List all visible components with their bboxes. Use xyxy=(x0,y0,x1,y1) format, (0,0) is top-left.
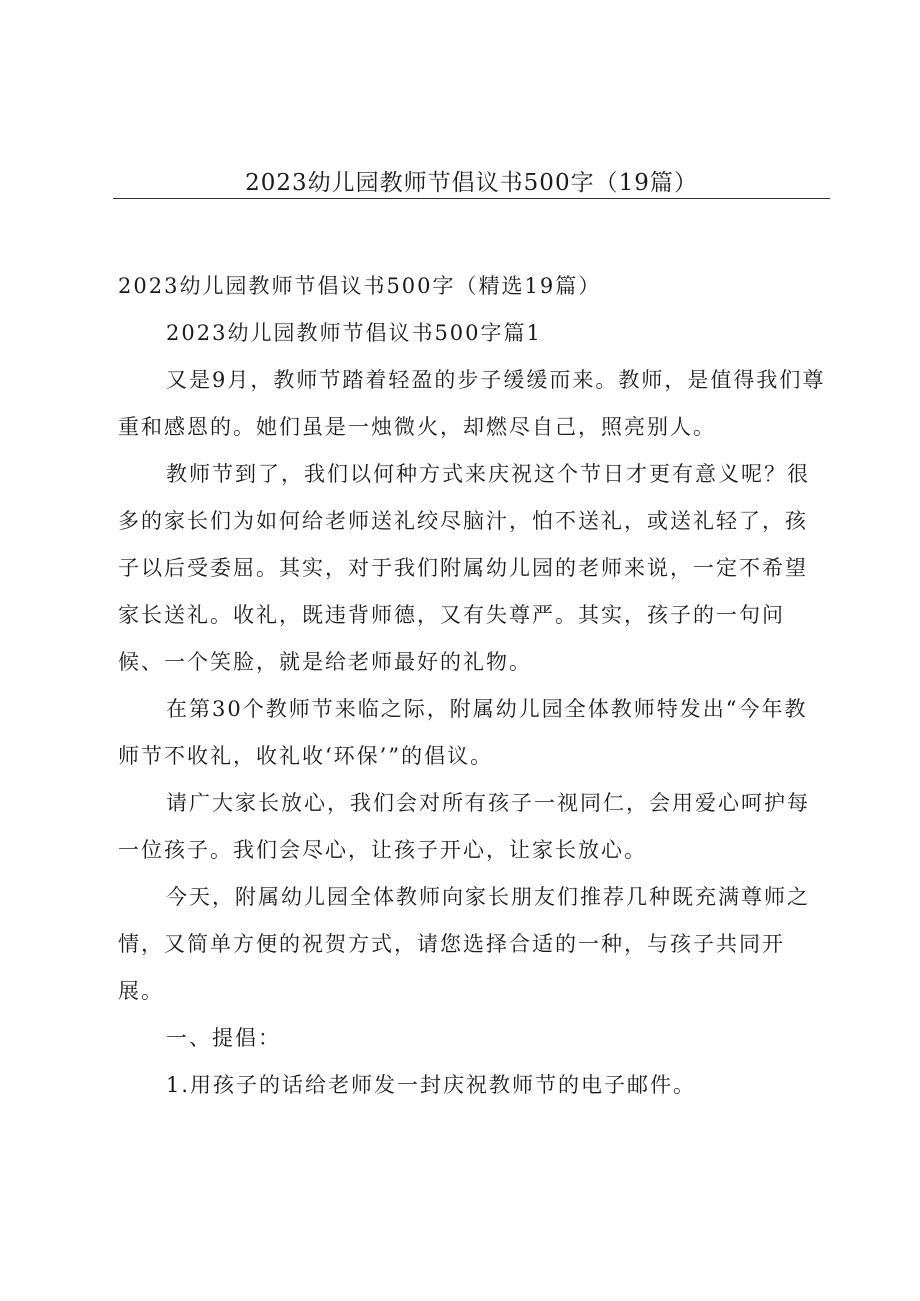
document-body xyxy=(118,263,830,1109)
document-title: 2023幼儿园教师节倡议书500字（19篇） xyxy=(245,170,698,196)
paragraph: 又是9月，教师节踏着轻盈的步子缓缓而来。教师，是值得我们尊重和感恩的。她们虽是一烛微火，却燃尽自己，照亮别人。 xyxy=(118,368,826,439)
paragraph: 请广大家长放心，我们会对所有孩子一视同仁，会用爱心呵护每一位孩子。我们会尽心，让孩子开心，让家长放心。 xyxy=(118,791,810,862)
section-heading: 2023幼儿园教师节倡议书500字篇1 xyxy=(166,321,542,345)
paragraph: 教师节到了，我们以何种方式来庆祝这个节日才更有意义呢？很多的家长们为如何给老师送礼绞尽脑汁，怕不送礼，或送礼轻了，孩子以后受委屈。其实，对于我们附属幼儿园的老师来说，一定不希望家长送礼。收礼，既违背师德，又有失尊严。其实，孩子的一句问候、一个笑脸，就是给老师最好的礼物。 xyxy=(118,462,810,674)
paragraph: 在第30个教师节来临之际，附属幼儿园全体教师特发出“今年教师节不收礼，收礼收‘环保’”的倡议。 xyxy=(118,697,808,768)
title-underline xyxy=(113,198,830,199)
document-subtitle: 2023幼儿园教师节倡议书500字（精选19篇） xyxy=(118,274,602,298)
list-item: 1.用孩子的话给老师发一封庆祝教师节的电子邮件。 xyxy=(166,1073,697,1097)
paragraph: 今天，附属幼儿园全体教师向家长朋友们推荐几种既充满尊师之情，又简单方便的祝贺方式，请您选择合适的一种，与孩子共同开展。 xyxy=(118,885,810,1003)
list-heading: 一、提倡： xyxy=(166,1026,281,1050)
